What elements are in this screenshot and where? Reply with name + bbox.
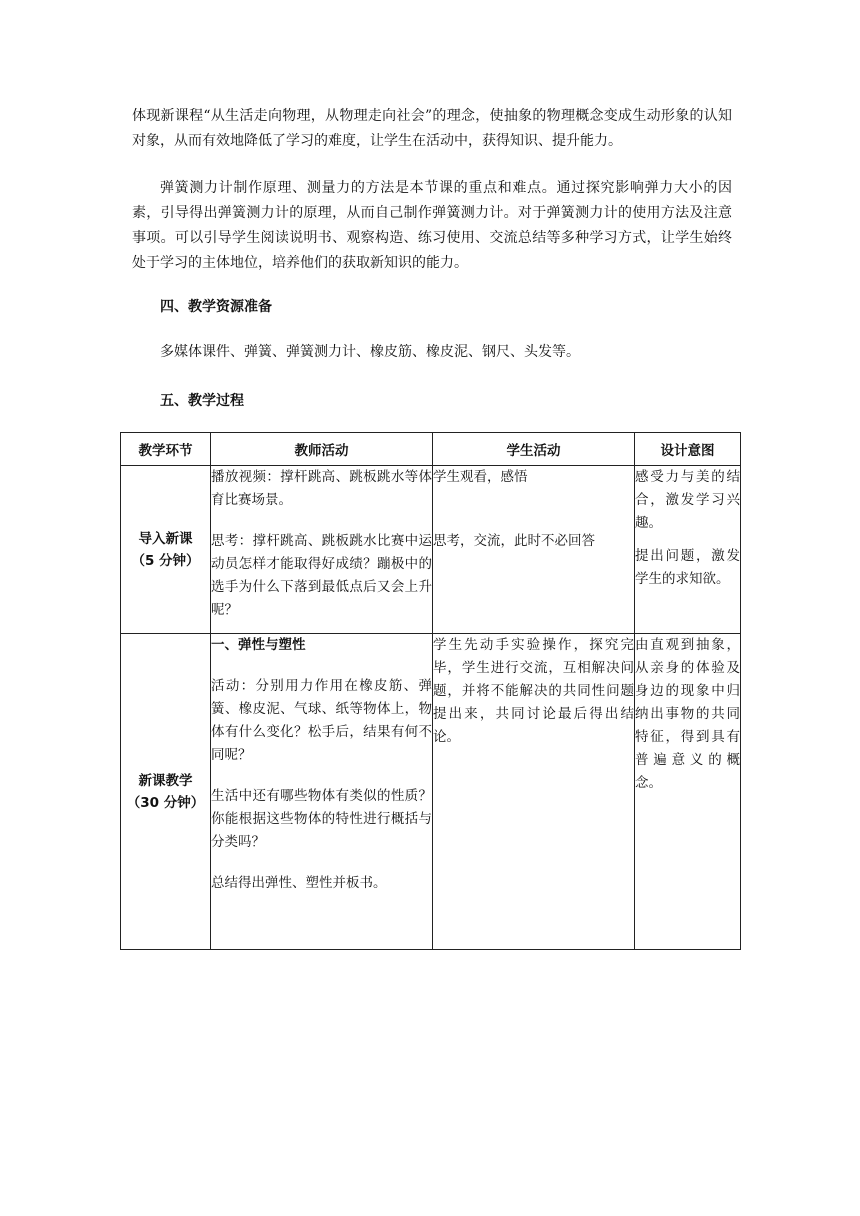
teacher-activity-text: 生活中还有哪些物体有类似的性质？你能根据这些物体的特性进行概括与分类吗？ — [211, 788, 432, 850]
design-intent-text: 由直观到抽象，从亲身的体验及身边的现象中归纳出事物的共同特征，得到具有普遍意义的概念。 — [635, 637, 740, 791]
student-activity-cell — [433, 466, 635, 634]
table-header-row — [121, 433, 741, 466]
student-activity-text: 学生观看，感悟 — [433, 469, 528, 485]
header-teacher-activity: 教师活动 — [211, 433, 433, 466]
teaching-process-table — [120, 432, 741, 950]
teacher-activity-text: 思考：撑杆跳高、跳板跳水比赛中运动员怎样才能取得好成绩？蹦极中的选手为什么下落到最低点后又会上升呢？ — [211, 533, 432, 618]
resources-text: 多媒体课件、弹簧、弹簧测力计、橡皮筋、橡皮泥、钢尺、头发等。 — [160, 344, 580, 360]
student-activity-text: 学生先动手实验操作，探究完毕，学生进行交流，互相解决问题，并将不能解决的共同性问题提出来，共同讨论最后得出结论。 — [433, 637, 634, 745]
stage-time: （5 分钟） — [131, 552, 200, 569]
teacher-activity-text: 播放视频：撑杆跳高、跳板跳水等体育比赛场景。 — [211, 469, 432, 508]
stage-cell — [121, 466, 211, 634]
teacher-activity-cell — [211, 466, 433, 634]
student-activity-cell — [433, 634, 635, 950]
design-intent-cell — [635, 634, 741, 950]
teacher-activity-cell — [211, 634, 433, 950]
header-design-intent: 设计意图 — [635, 433, 741, 466]
design-intent-text: 感受力与美的结合，激发学习兴趣。 — [635, 469, 740, 531]
stage-name: 导入新课 — [138, 530, 193, 547]
paragraph-key-points: 弹簧测力计制作原理、测量力的方法是本节课的重点和难点。通过探究影响弹力大小的因素，引导得出弹簧测力计的原理，从而自己制作弹簧测力计。对于弹簧测力计的使用方法及注意事项。可以引导学生阅读说明书、观察构造、练习使用、交流总结等多种学习方式，让学生始终处于学习的主体地位，培养他们的获取新知识的能力。 — [132, 180, 732, 271]
student-activity-text: 思考，交流，此时不必回答 — [433, 533, 595, 549]
design-intent-cell — [635, 466, 741, 634]
teacher-activity-text: 总结得出弹性、塑性并板书。 — [211, 875, 387, 891]
teacher-activity-title: 一、弹性与塑性 — [211, 637, 306, 653]
table-row — [121, 466, 741, 634]
header-stage: 教学环节 — [121, 433, 211, 466]
teacher-activity-text: 活动：分别用力作用在橡皮筋、弹簧、橡皮泥、气球、纸等物体上，物体有什么变化？松手后，结果有何不同呢？ — [211, 678, 432, 763]
header-student-activity: 学生活动 — [433, 433, 635, 466]
section-heading-process: 五、教学过程 — [160, 393, 244, 409]
section-heading-resources: 四、教学资源准备 — [160, 299, 272, 315]
stage-name: 新课教学 — [138, 772, 193, 789]
table-row — [121, 634, 741, 950]
stage-cell — [121, 634, 211, 950]
stage-time: （30 分钟） — [126, 794, 205, 811]
paragraph-concept: 体现新课程“从生活走向物理，从物理走向社会”的理念，使抽象的物理概念变成生动形象的认知对象，从而有效地降低了学习的难度，让学生在活动中，获得知识、提升能力。 — [132, 108, 732, 149]
design-intent-text: 提出问题，激发学生的求知欲。 — [635, 548, 740, 587]
